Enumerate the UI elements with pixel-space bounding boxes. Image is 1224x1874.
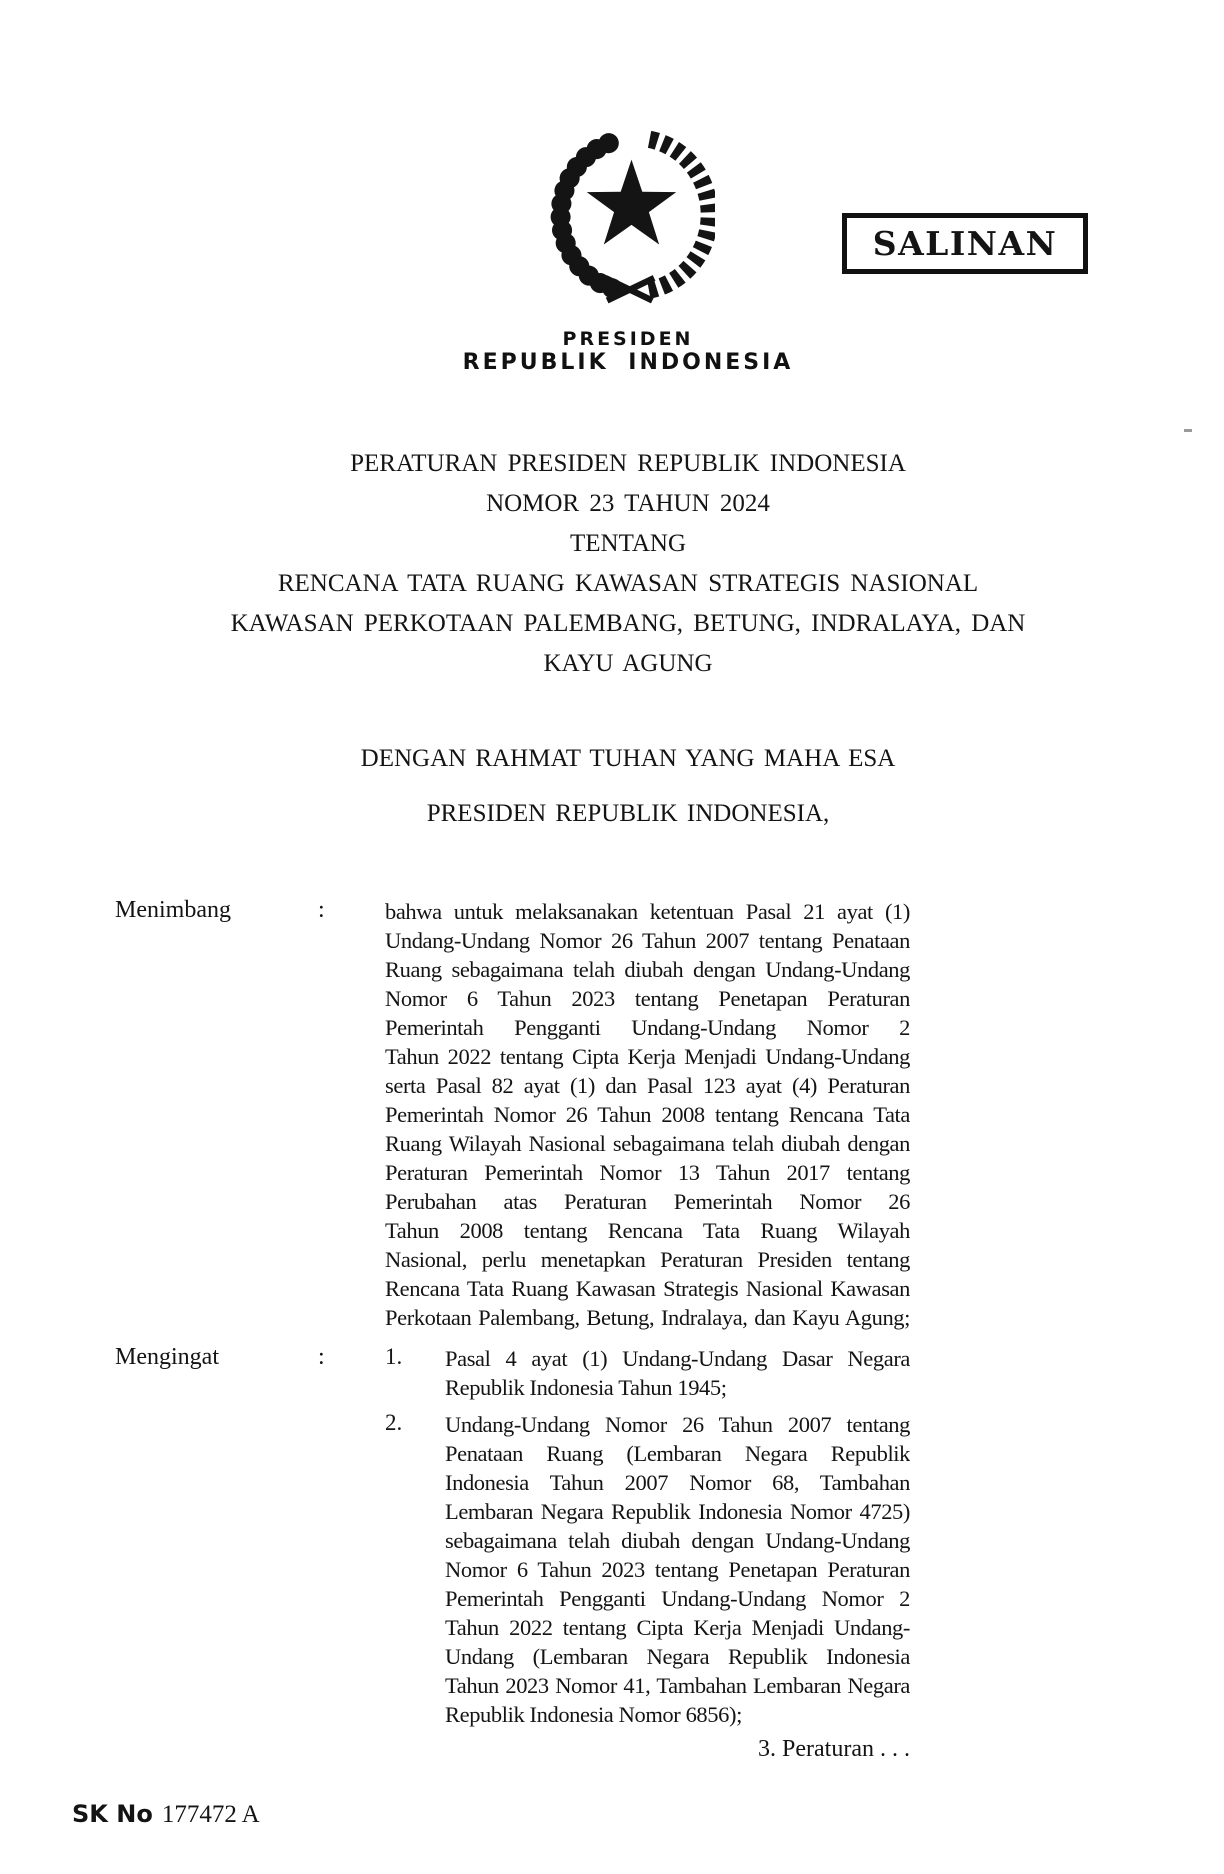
title-line: TENTANG: [569, 530, 687, 557]
paragraph-line: Nomor 6 Tahun 2023 tentang Penetapan Peraturan: [445, 1557, 910, 1582]
letterhead-presiden: PRESIDEN: [562, 328, 694, 350]
paragraph-line: bahwa untuk melaksanakan ketentuan Pasal 21 ayat (1): [385, 899, 910, 924]
paragraph-line: Ruang Wilayah Nasional sebagaimana telah diubah dengan: [385, 1131, 910, 1156]
paragraph-line: Pasal 4 ayat (1) Undang-Undang Dasar Negara: [445, 1346, 910, 1371]
paragraph-line: Pemerintah Pengganti Undang-Undang Nomor 2: [385, 1015, 910, 1040]
mengingat-item-number: 1.: [385, 1344, 403, 1369]
title-line: RENCANA TATA RUANG KAWASAN STRATEGIS NASIONAL: [277, 570, 979, 597]
salinan-stamp-label: SALINAN: [872, 224, 1058, 263]
paragraph-line: Pemerintah Pengganti Undang-Undang Nomor 2: [445, 1586, 910, 1611]
sk-number-footer: [72, 1800, 260, 1829]
enacting-authority-line: PRESIDEN REPUBLIK INDONESIA,: [426, 800, 830, 827]
paragraph-line: Undang-Undang Nomor 26 Tahun 2007 tentang: [445, 1412, 910, 1437]
scan-artifact: [1184, 429, 1192, 432]
paragraph-line: serta Pasal 82 ayat (1) dan Pasal 123 ayat (4) Peraturan: [385, 1073, 910, 1098]
mengingat-label: Mengingat: [115, 1344, 219, 1370]
catchword: 3. Peraturan . . .: [758, 1736, 910, 1762]
paragraph-line: Indonesia Tahun 2007 Nomor 68, Tambahan: [445, 1470, 910, 1495]
paragraph-line: Undang-Undang Nomor 26 Tahun 2007 tentang Penataan: [385, 928, 910, 953]
paragraph-line: Tahun 2008 tentang Rencana Tata Ruang Wilayah: [385, 1218, 910, 1243]
title-line: KAWASAN PERKOTAAN PALEMBANG, BETUNG, INDRALAYA, DAN: [230, 610, 1026, 637]
sk-label: SK No: [72, 1800, 153, 1828]
title-line: NOMOR 23 TAHUN 2024: [486, 490, 770, 517]
paragraph-line: Undang (Lembaran Negara Republik Indonesia: [445, 1644, 910, 1669]
paragraph-line: Perkotaan Palembang, Betung, Indralaya, dan Kayu Agung;: [385, 1305, 910, 1330]
salinan-stamp: [842, 213, 1088, 274]
paragraph-line: Tahun 2022 tentang Cipta Kerja Menjadi Undang-: [445, 1615, 910, 1640]
menimbang-paragraph: [385, 897, 910, 1332]
mengingat-item-number: 2.: [385, 1410, 403, 1435]
paragraph-line: Penataan Ruang (Lembaran Negara Republik: [445, 1441, 910, 1466]
mengingat-colon: :: [318, 1344, 325, 1370]
paragraph-line: Peraturan Pemerintah Nomor 13 Tahun 2017 tentang: [385, 1160, 910, 1185]
letterhead: [328, 328, 928, 375]
mengingat-item-2: [445, 1410, 910, 1729]
paragraph-line: Tahun 2023 Nomor 41, Tambahan Lembaran Negara: [445, 1673, 910, 1698]
title-line: KAYU AGUNG: [543, 650, 713, 677]
mengingat-item-1: [445, 1344, 910, 1402]
regulation-title: [128, 444, 1128, 684]
presidential-emblem-icon: [541, 126, 715, 308]
paragraph-line: Tahun 2022 tentang Cipta Kerja Menjadi Undang-Undang: [385, 1044, 910, 1069]
paragraph-line: Nomor 6 Tahun 2023 tentang Penetapan Peraturan: [385, 986, 910, 1011]
paragraph-line: Perubahan atas Peraturan Pemerintah Nomor 26: [385, 1189, 910, 1214]
paragraph-line: Republik Indonesia Tahun 1945;: [445, 1375, 727, 1400]
sk-number: 177472 A: [161, 1801, 260, 1828]
invocation-line: DENGAN RAHMAT TUHAN YANG MAHA ESA: [360, 745, 896, 772]
paragraph-line: Lembaran Negara Republik Indonesia Nomor 4725): [445, 1499, 910, 1524]
paragraph-line: Nasional, perlu menetapkan Peraturan Presiden tentang: [385, 1247, 910, 1272]
paragraph-line: sebagaimana telah diubah dengan Undang-Undang: [445, 1528, 910, 1553]
letterhead-republik-indonesia: REPUBLIK INDONESIA: [462, 350, 794, 375]
menimbang-colon: :: [318, 897, 325, 923]
title-line: PERATURAN PRESIDEN REPUBLIK INDONESIA: [350, 450, 906, 477]
paragraph-line: Republik Indonesia Nomor 6856);: [445, 1702, 742, 1727]
paragraph-line: Ruang sebagaimana telah diubah dengan Undang-Undang: [385, 957, 910, 982]
paragraph-line: Rencana Tata Ruang Kawasan Strategis Nasional Kawasan: [385, 1276, 910, 1301]
paragraph-line: Pemerintah Nomor 26 Tahun 2008 tentang Rencana Tata: [385, 1102, 910, 1127]
menimbang-label: Menimbang: [115, 897, 231, 923]
